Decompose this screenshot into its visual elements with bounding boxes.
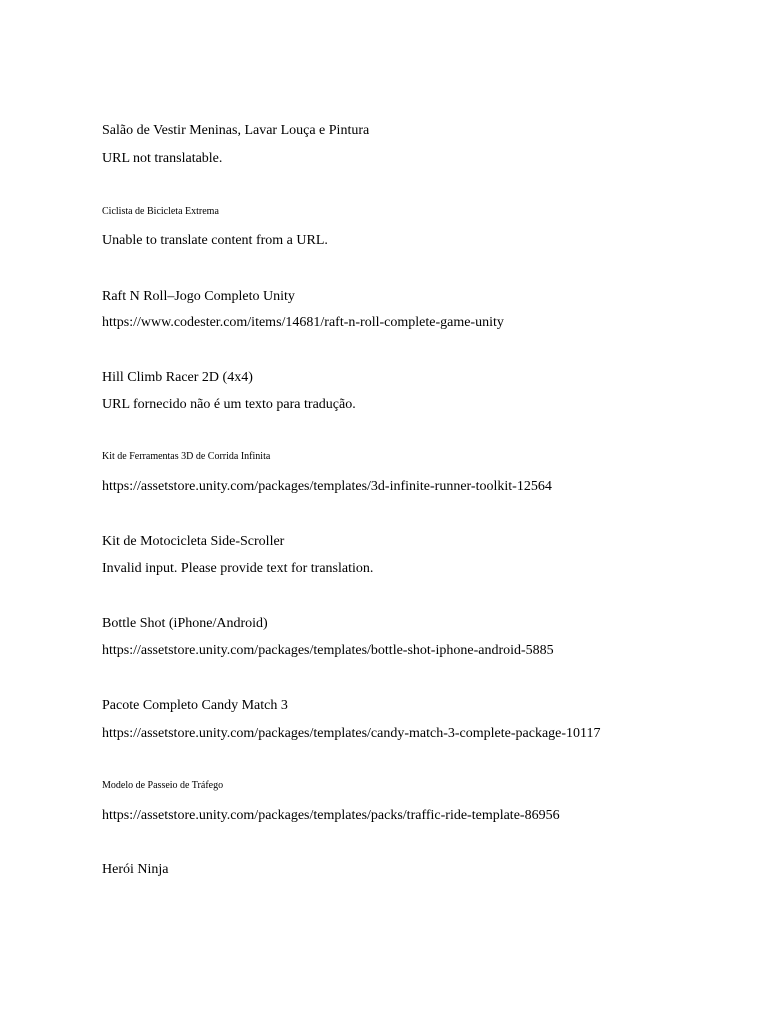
entry-url: https://assetstore.unity.com/packages/templates/bottle-shot-iphone-android-5885 — [102, 643, 554, 658]
entry-title: Hill Climb Racer 2D (4x4) — [102, 370, 253, 385]
entry-url: https://assetstore.unity.com/packages/templates/3d-infinite-runner-toolkit-12564 — [102, 479, 552, 494]
entry-title: Ciclista de Bicicleta Extrema — [102, 206, 219, 217]
entry-title: Raft N Roll–Jogo Completo Unity — [102, 289, 295, 304]
entry-url: URL not translatable. — [102, 151, 223, 166]
entry-title: Kit de Motocicleta Side-Scroller — [102, 534, 285, 549]
entry-title: Kit de Ferramentas 3D de Corrida Infinita — [102, 451, 271, 462]
entry-url: Unable to translate content from a URL. — [102, 233, 328, 248]
entry-url: https://assetstore.unity.com/packages/templates/packs/traffic-ride-template-86956 — [102, 808, 560, 823]
entry-title: Pacote Completo Candy Match 3 — [102, 698, 288, 713]
entry-title: Bottle Shot (iPhone/Android) — [102, 616, 268, 631]
entry-url: https://www.codester.com/items/14681/raft-n-roll-complete-game-unity — [102, 315, 504, 330]
entry-title: Modelo de Passeio de Tráfego — [102, 780, 224, 791]
entry-url: URL fornecido não é um texto para tradução. — [102, 397, 356, 412]
entry-url: Invalid input. Please provide text for translation. — [102, 561, 374, 576]
entry-title: Salão de Vestir Meninas, Lavar Louça e Pintura — [102, 123, 370, 138]
entry-title: Herói Ninja — [102, 862, 169, 877]
entry-url: https://assetstore.unity.com/packages/templates/candy-match-3-complete-package-10117 — [102, 726, 601, 741]
